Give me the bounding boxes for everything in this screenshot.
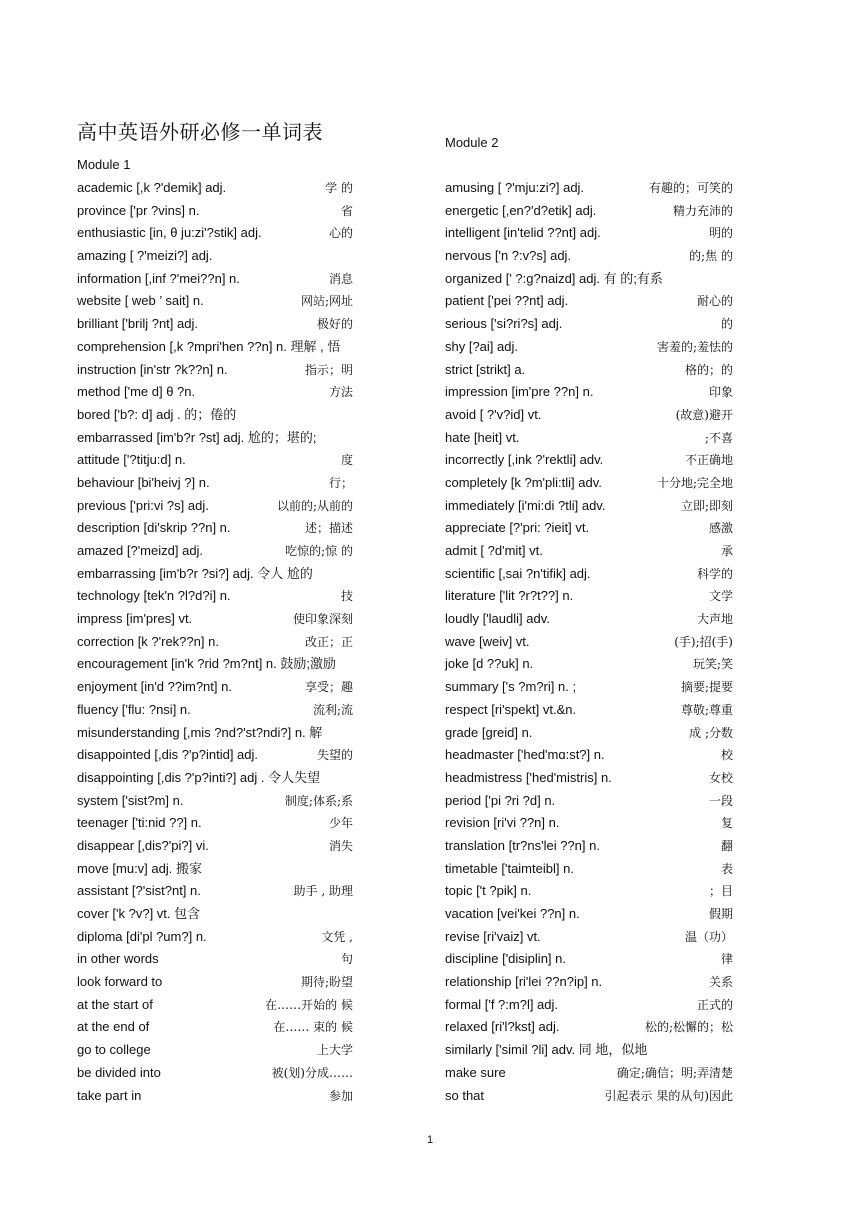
vocab-meaning: 在…… 束的 候 xyxy=(273,1020,353,1035)
vocab-word: disappointing [,dis ?'p?inti?] adj . 令人失望 xyxy=(77,769,321,785)
vocab-word: information [,inf ?'mei??n] n. xyxy=(77,270,240,286)
vocab-row xyxy=(77,269,353,292)
vocab-row xyxy=(77,813,353,836)
vocab-word: attitude ['?titju:d] n. xyxy=(77,452,186,468)
vocab-meaning: ;不喜 xyxy=(704,430,733,445)
vocab-word: appreciate [?'pri: ?ieit] vt. xyxy=(445,520,590,536)
vocab-word: admit [ ?d'mit] vt. xyxy=(445,543,543,558)
vocab-word: literature ['lit ?r?t??] n. xyxy=(445,588,574,604)
vocab-word: relationship [ri'lei ??n?ip] n. xyxy=(445,974,603,990)
vocab-row xyxy=(77,836,353,859)
vocab-row xyxy=(77,201,353,224)
vocab-row xyxy=(445,314,733,337)
vocab-row xyxy=(77,632,353,655)
vocab-row xyxy=(77,609,353,632)
module-1-word-list xyxy=(77,178,353,1108)
vocab-word: completely [k ?m'pli:tli] adv. xyxy=(445,474,602,490)
vocab-meaning: 的;焦 的 xyxy=(689,249,733,264)
vocab-meaning: 行； xyxy=(328,475,353,490)
vocab-meaning: 女校 xyxy=(708,770,733,785)
vocab-row xyxy=(77,904,353,927)
vocab-meaning: 失望的 xyxy=(316,748,353,763)
vocab-row xyxy=(445,768,733,791)
vocab-word: translation [tr?ns'lei ??n] n. xyxy=(445,837,600,853)
vocab-word: summary ['s ?m?ri] n. ; xyxy=(445,679,577,695)
vocab-row xyxy=(445,677,733,700)
vocab-meaning: 校 xyxy=(720,748,733,763)
vocab-row xyxy=(445,291,733,314)
vocab-word: headmaster ['hed'mɑ:st?] n. xyxy=(445,747,605,763)
vocab-meaning: 的 xyxy=(720,317,733,332)
vocab-meaning: 助手 , 助理 xyxy=(293,884,353,899)
vocab-word: bored ['b?: d] adj . 的；倦的 xyxy=(77,406,237,422)
vocab-row xyxy=(77,405,353,428)
vocab-word: embarrassed [im'b?r ?st] adj. 尬的；堪的; xyxy=(77,429,317,445)
vocab-row xyxy=(445,949,733,972)
vocab-word: amazing [ ?'meizi?] adj. xyxy=(77,248,213,264)
vocab-meaning: 改正；正 xyxy=(304,634,353,649)
vocab-word: at the start of xyxy=(77,996,153,1012)
vocab-row xyxy=(445,1017,733,1040)
vocab-meaning: 尊敬;尊重 xyxy=(680,702,733,717)
vocab-row xyxy=(77,450,353,473)
vocab-word: similarly ['simil ?li] adv. 同 地，似地 xyxy=(445,1042,648,1058)
vocab-row xyxy=(77,223,353,246)
vocab-word: diploma [di'pl ?um?] n. xyxy=(77,928,207,944)
vocab-meaning: 不正确地 xyxy=(684,453,733,468)
vocab-meaning: 文学 xyxy=(708,589,733,604)
vocab-word: cover ['k ?v?] vt. 包含 xyxy=(77,906,201,921)
vocab-word: amazed [?'meizd] adj. xyxy=(77,543,204,558)
vocab-row xyxy=(445,1063,733,1086)
vocab-word: relaxed [ri'l?kst] adj. xyxy=(445,1019,560,1035)
vocab-meaning: 承 xyxy=(720,544,733,558)
vocab-word: topic ['t ?pik] n. xyxy=(445,883,532,899)
vocab-word: take part in xyxy=(77,1087,142,1103)
vocab-meaning: 上大学 xyxy=(316,1043,353,1058)
vocab-row xyxy=(77,677,353,700)
vocab-row xyxy=(445,337,733,360)
vocab-meaning: (故意)避开 xyxy=(675,407,733,422)
page-number: 1 xyxy=(426,1134,434,1146)
vocab-meaning: 学 的 xyxy=(325,181,353,195)
vocab-word: previous ['pri:vi ?s] adj. xyxy=(77,497,209,513)
vocab-row xyxy=(445,791,733,814)
vocab-row xyxy=(445,201,733,224)
vocab-word: organized [' ?:g?naizd] adj. 有 的;有系 xyxy=(445,270,663,286)
vocab-meaning: 律 xyxy=(720,952,733,967)
vocab-word: period ['pi ?ri ?d] n. xyxy=(445,792,556,808)
vocab-row xyxy=(77,723,353,746)
vocab-row xyxy=(445,859,733,882)
vocab-row xyxy=(77,859,353,882)
vocab-meaning: 正式的 xyxy=(696,997,733,1012)
vocab-meaning: 摘要;提要 xyxy=(680,680,733,695)
vocab-meaning: 享受；趣 xyxy=(304,680,353,695)
vocab-meaning: 网站;网址 xyxy=(300,294,353,309)
vocab-row xyxy=(77,291,353,314)
vocab-row xyxy=(445,428,733,451)
vocab-meaning: ；目 xyxy=(708,884,733,899)
vocab-row xyxy=(77,246,353,269)
vocab-word: discipline ['disiplin] n. xyxy=(445,951,566,967)
vocab-word: behaviour [bi'heivj ?] n. xyxy=(77,474,210,490)
vocab-meaning: 成 ;分数 xyxy=(689,725,733,740)
vocab-meaning: 制度;体系;系 xyxy=(284,793,353,808)
vocab-row xyxy=(445,473,733,496)
vocab-row xyxy=(77,1017,353,1040)
vocab-meaning: 极好的 xyxy=(316,317,353,332)
vocab-word: strict [strikt] a. xyxy=(445,361,526,377)
vocab-row xyxy=(445,881,733,904)
vocab-meaning: 少年 xyxy=(328,816,353,831)
vocab-word: academic [,k ?'demik] adj. xyxy=(77,180,227,195)
vocab-row xyxy=(445,405,733,428)
vocab-row xyxy=(77,1063,353,1086)
vocab-word: respect [ri'spekt] vt.&n. xyxy=(445,701,577,717)
vocab-row xyxy=(77,881,353,904)
vocab-row xyxy=(77,1040,353,1063)
vocab-meaning: 大声地 xyxy=(696,612,733,627)
vocab-meaning: 十分地;完全地 xyxy=(656,475,733,490)
vocab-row xyxy=(445,813,733,836)
vocab-word: embarrassing [im'b?r ?si?] adj. 令人 尬的 xyxy=(77,565,313,581)
vocab-row xyxy=(77,337,353,360)
vocab-word: grade [greid] n. xyxy=(445,724,533,740)
vocab-word: assistant [?'sist?nt] n. xyxy=(77,883,201,899)
vocab-meaning: 消息 xyxy=(328,271,353,286)
vocab-word: revision [ri'vi ??n] n. xyxy=(445,815,560,831)
vocab-word: joke [d ??uk] n. xyxy=(445,656,534,672)
module-2-heading: Module 2 xyxy=(445,135,499,150)
vocab-row xyxy=(445,1086,733,1109)
vocab-meaning: 关系 xyxy=(708,975,733,990)
vocab-word: patient ['pei ??nt] adj. xyxy=(445,293,569,309)
vocab-word: so that xyxy=(445,1087,485,1103)
vocab-row xyxy=(445,496,733,519)
vocab-word: energetic [,en?'d?etik] adj. xyxy=(445,202,597,218)
vocab-word: enjoyment [in'd ??im?nt] n. xyxy=(77,679,232,695)
vocab-meaning: 在……开始的 候 xyxy=(265,997,353,1012)
vocab-row xyxy=(445,360,733,383)
vocab-row xyxy=(445,836,733,859)
vocab-meaning: 玩笑;笑 xyxy=(692,657,733,672)
vocab-meaning: 被(划)分成…… xyxy=(271,1065,353,1080)
vocab-word: disappear [,dis?'pi?] vi. xyxy=(77,837,209,853)
vocab-word: description [di'skrip ??n] n. xyxy=(77,520,231,536)
vocab-meaning: 心的 xyxy=(328,226,353,241)
vocab-row xyxy=(445,382,733,405)
vocab-row xyxy=(77,473,353,496)
vocab-meaning: (手);招(手) xyxy=(674,634,733,649)
vocab-row xyxy=(77,791,353,814)
vocab-row xyxy=(77,995,353,1018)
vocab-row xyxy=(445,632,733,655)
vocab-row xyxy=(445,654,733,677)
vocab-row xyxy=(77,360,353,383)
vocab-word: make sure xyxy=(445,1064,506,1080)
vocab-row xyxy=(445,904,733,927)
vocab-word: avoid [ ?'v?id] vt. xyxy=(445,406,542,422)
vocab-row xyxy=(77,654,353,677)
vocab-word: intelligent [in'telid ??nt] adj. xyxy=(445,225,601,241)
vocab-word: method ['me d] θ ?n. xyxy=(77,384,196,400)
vocab-row xyxy=(445,246,733,269)
vocab-row xyxy=(445,178,733,201)
vocab-word: headmistress ['hed'mistris] n. xyxy=(445,769,612,785)
vocab-meaning: 科学的 xyxy=(696,566,733,581)
vocab-word: teenager ['ti:nid ??] n. xyxy=(77,815,202,831)
vocab-row xyxy=(445,609,733,632)
vocab-row xyxy=(445,541,733,564)
vocab-row xyxy=(445,972,733,995)
vocab-word: serious ['si?ri?s] adj. xyxy=(445,316,563,332)
vocab-word: formal ['f ?:m?l] adj. xyxy=(445,996,559,1012)
vocab-row xyxy=(77,382,353,405)
vocab-row xyxy=(77,314,353,337)
vocab-word: in other words xyxy=(77,951,159,967)
vocab-meaning: 印象 xyxy=(708,385,733,400)
vocab-meaning: 耐心的 xyxy=(696,294,733,309)
vocab-word: system ['sist?m] n. xyxy=(77,792,184,808)
vocab-row xyxy=(77,496,353,519)
vocab-meaning: 害羞的;羞怯的 xyxy=(656,339,733,354)
vocab-row xyxy=(77,541,353,564)
vocab-row xyxy=(445,723,733,746)
vocab-word: province ['pr ?vins] n. xyxy=(77,202,200,218)
vocab-meaning: 温（功） xyxy=(684,929,733,944)
vocab-meaning: 流利;流 xyxy=(312,702,353,717)
vocab-meaning: 表 xyxy=(720,861,733,876)
vocab-row xyxy=(445,450,733,473)
vocab-word: fluency ['flu: ?nsi] n. xyxy=(77,701,191,717)
vocab-meaning: 句 xyxy=(340,952,353,967)
vocab-word: website [ web ’ sait] n. xyxy=(77,293,204,309)
vocab-word: move [mu:v] adj. 搬家 xyxy=(77,860,202,876)
vocab-row xyxy=(77,927,353,950)
vocab-word: wave [weiv] vt. xyxy=(445,633,530,649)
vocab-meaning: 翻 xyxy=(720,838,733,853)
vocab-row xyxy=(77,1086,353,1109)
vocab-meaning: 参加 xyxy=(328,1088,353,1103)
vocab-row xyxy=(77,586,353,609)
vocab-meaning: 度 xyxy=(340,453,353,468)
vocab-row xyxy=(77,700,353,723)
vocab-word: vacation [vei'kei ??n] n. xyxy=(445,906,580,921)
vocab-meaning: 确定;确信；明;弄清楚 xyxy=(616,1065,733,1080)
module-1-heading: Module 1 xyxy=(77,157,131,172)
vocab-meaning: 精力充沛的 xyxy=(672,203,733,218)
vocab-row xyxy=(77,972,353,995)
vocab-row xyxy=(445,1040,733,1063)
vocab-row xyxy=(77,949,353,972)
vocab-meaning: 有趣的；可笑的 xyxy=(648,181,733,195)
vocab-meaning: 明的 xyxy=(708,226,733,241)
vocab-meaning: 立即;即刻 xyxy=(680,498,733,513)
vocab-row xyxy=(77,518,353,541)
vocab-meaning: 一段 xyxy=(708,793,733,808)
vocab-word: incorrectly [,ink ?'rektli] adv. xyxy=(445,452,604,468)
vocab-word: misunderstanding [,mis ?nd?'st?ndi?] n. 解 xyxy=(77,724,323,740)
vocab-row xyxy=(445,700,733,723)
vocab-meaning: 假期 xyxy=(708,907,733,921)
vocab-row xyxy=(445,518,733,541)
vocab-meaning: 省 xyxy=(340,203,353,218)
vocab-meaning: 文凭 , xyxy=(321,929,353,944)
vocab-word: impress [im'pres] vt. xyxy=(77,611,193,627)
vocab-word: encouragement [in'k ?rid ?m?nt] n. 鼓励;激励 xyxy=(77,656,336,672)
vocab-meaning: 松的;松懈的；松 xyxy=(644,1020,733,1035)
vocab-word: scientific [,sai ?n'tifik] adj. xyxy=(445,565,591,581)
vocab-row xyxy=(445,995,733,1018)
vocab-word: nervous ['n ?:v?s] adj. xyxy=(445,248,572,264)
vocab-row xyxy=(445,269,733,292)
vocab-meaning: 指示；明 xyxy=(304,362,353,377)
vocab-word: loudly ['laudli] adv. xyxy=(445,611,550,627)
vocab-row xyxy=(445,745,733,768)
vocab-word: shy [?ai] adj. xyxy=(445,338,518,354)
vocab-word: timetable ['taimteibl] n. xyxy=(445,860,574,876)
vocab-meaning: 复 xyxy=(720,816,733,831)
page-title: 高中英语外研必修一单词表 xyxy=(77,120,323,144)
vocab-row xyxy=(445,564,733,587)
vocab-word: revise [ri'vaiz] vt. xyxy=(445,928,541,944)
vocab-word: brilliant ['brilj ?nt] adj. xyxy=(77,316,198,332)
vocab-meaning: 方法 xyxy=(328,385,353,400)
vocab-row xyxy=(445,586,733,609)
vocab-meaning: 以前的;从前的 xyxy=(276,498,353,513)
vocab-word: correction [k ?'rek??n] n. xyxy=(77,633,219,649)
vocab-word: immediately [i'mi:di ?tli] adv. xyxy=(445,497,606,513)
vocab-row xyxy=(77,768,353,791)
vocab-word: hate [heit] vt. xyxy=(445,429,520,445)
vocab-word: look forward to xyxy=(77,974,163,990)
vocab-word: go to college xyxy=(77,1042,151,1058)
vocab-meaning: 引起表示 果的从句)因此 xyxy=(604,1088,733,1103)
vocab-meaning: 技 xyxy=(340,589,353,604)
vocab-row xyxy=(77,745,353,768)
vocab-row xyxy=(445,927,733,950)
vocab-meaning: 消失 xyxy=(328,838,353,853)
vocab-row xyxy=(77,428,353,451)
vocab-word: at the end of xyxy=(77,1019,150,1035)
vocab-row xyxy=(77,564,353,587)
vocab-meaning: 格的；的 xyxy=(684,362,733,377)
vocab-word: enthusiastic [in, θ ju:zi'?stik] adj. xyxy=(77,225,262,241)
vocab-word: impression [im'pre ??n] n. xyxy=(445,384,594,400)
vocab-meaning: 期待;盼望 xyxy=(300,975,353,990)
vocab-word: instruction [in'str ?k??n] n. xyxy=(77,361,228,377)
vocab-word: be divided into xyxy=(77,1064,161,1080)
vocab-meaning: 感激 xyxy=(708,521,733,536)
vocab-meaning: 述；描述 xyxy=(304,521,353,536)
module-2-word-list xyxy=(445,178,733,1108)
vocab-row xyxy=(77,178,353,201)
vocab-word: technology [tek'n ?l?d?i] n. xyxy=(77,588,231,604)
vocab-row xyxy=(445,223,733,246)
vocab-meaning: 使印象深刻 xyxy=(292,612,353,627)
vocab-word: disappointed [,dis ?'p?intid] adj. xyxy=(77,747,258,763)
vocab-word: amusing [ ?'mju:zi?] adj. xyxy=(445,180,585,195)
vocab-word: comprehension [,k ?mpri'hen ??n] n. 理解 , 悟 xyxy=(77,338,341,354)
vocab-meaning: 吃惊的;惊 的 xyxy=(285,544,353,558)
